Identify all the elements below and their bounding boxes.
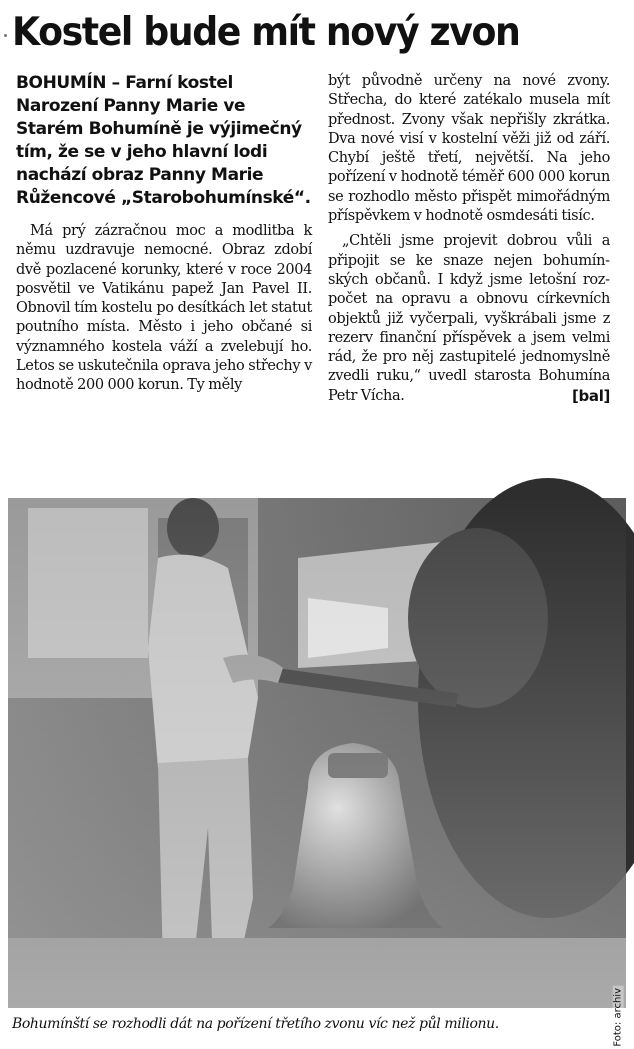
photo-caption: Bohumínští se rozhodli dát na pořízení třetího zvonu víc než půl milionu. — [12, 1016, 499, 1032]
article-lead — [16, 72, 312, 210]
bell-photo-illustration — [8, 498, 626, 1008]
article-headline: Kostel bude mít nový zvon — [12, 10, 520, 55]
dateline-place: BOHUMÍN — [16, 73, 107, 93]
author-signature: [bal] — [572, 386, 610, 405]
article-column-left — [16, 72, 312, 396]
body-paragraph-1: Má prý zázračnou moc a modlitba k němu uzdravuje nemocné. Obraz zdobí dvě pozlacené korunky, které v roce 2004 posvětil ve Vatikánu papež Jan Pavel II. Obnovil tím kostelu po desítkách let statut poutního místa. Město i jeho občané si významného kostela váží a zvelebují ho. Letos se uskutečnila oprava jeho střechy v hodnotě 200 000 korun. Ty měly — [16, 223, 312, 394]
quote-text: „Chtěli jsme projevit dobrou vůli a připojit se ke snaze nejen bohumínských občanů. I když jsme letošní rozpočet na opravu a obnovu církevních objektů již vyčerpali, vyškrábali jsme z rezerv finanční příspěvek a jsem velmi rád, že pro něj zastupitelé jednomyslně zvedli ruku,“ uvedl starosta Bohumína Petr Vícha. — [328, 233, 610, 404]
lead-text: – Farní kostel Narození Panny Marie ve Starém Bohumíně je výjimečný tím, že se v jeho hlavní lodi nachází obraz Panny Marie Růžencové „Starobohumínské“. — [16, 73, 311, 208]
margin-speck — [4, 34, 7, 37]
article-column-right — [328, 72, 610, 406]
photo-credit: Foto: archiv — [613, 988, 624, 1047]
body-paragraph-1-continued: být původně určeny na nové zvony. Střecha, do které zatékalo musela mít přednost. Zvony však nepřišly zkrátka. Dva nové visí v kostelní věži již od září. Chybí ještě třetí, největší. Na jeho pořízení v hodnotě téměř 600 000 korun se rozhodlo město přispět mimořádným příspěvkem v hodnotě osmdesáti tisíc. — [328, 73, 610, 225]
body-paragraph-2 — [328, 232, 610, 406]
